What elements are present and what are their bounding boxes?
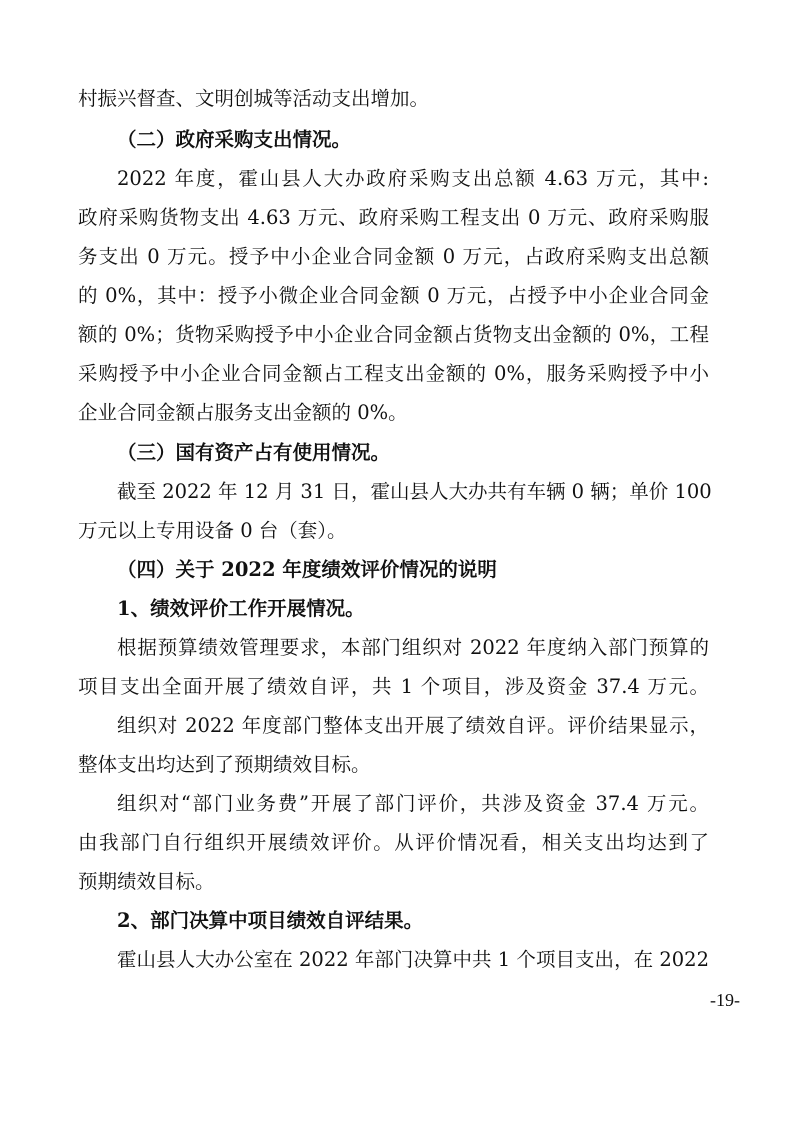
paragraph-line: 企业合同金额占服务支出金额的 0%。 <box>78 401 408 424</box>
paragraph-line: 整体支出均达到了预期绩效目标。 <box>78 753 371 776</box>
paragraph-line: 采购授予中小企业合同金额占工程支出金额的 0%，服务采购授予中小 <box>78 362 709 385</box>
subsection-heading: 2、部门决算中项目绩效自评结果。 <box>117 909 424 932</box>
paragraph-line: 预期绩效目标。 <box>78 870 215 893</box>
paragraph-line: 组织对 2022 年度部门整体支出开展了绩效自评。评价结果显示， <box>117 714 709 737</box>
paragraph-line: 的 0%，其中：授予小微企业合同金额 0 万元，占授予中小企业合同金 <box>78 284 709 307</box>
paragraph-line: 务支出 0 万元。授予中小企业合同金额 0 万元，占政府采购支出总额 <box>78 245 709 268</box>
paragraph-line: 万元以上专用设备 0 台（套）。 <box>78 519 347 542</box>
paragraph-line: 根据预算绩效管理要求，本部门组织对 2022 年度纳入部门预算的 <box>117 636 709 659</box>
paragraph-line: 村振兴督查、文明创城等活动支出增加。 <box>78 87 430 110</box>
subsection-heading: 1、绩效评价工作开展情况。 <box>117 597 365 620</box>
paragraph-line: 额的 0%；货物采购授予中小企业合同金额占货物支出金额的 0%，工程 <box>78 323 709 346</box>
paragraph-line: 霍山县人大办公室在 2022 年部门决算中共 1 个项目支出，在 2022 <box>117 948 709 971</box>
paragraph-line: 由我部门自行组织开展绩效评价。从评价情况看，相关支出均达到了 <box>78 831 709 854</box>
section-heading: （四）关于 2022 年度绩效评价情况的说明 <box>117 558 497 581</box>
page-number: -19- <box>710 990 740 1010</box>
paragraph-line: 截至 2022 年 12 月 31 日，霍山县人大办共有车辆 0 辆；单价 100 <box>117 480 712 503</box>
paragraph-line: 政府采购货物支出 4.63 万元、政府采购工程支出 0 万元、政府采购服 <box>78 206 709 229</box>
paragraph-line: 组织对“部门业务费”开展了部门评价，共涉及资金 37.4 万元。 <box>117 792 709 815</box>
section-heading: （三）国有资产占有使用情况。 <box>117 441 391 464</box>
section-heading: （二）政府采购支出情况。 <box>117 128 352 151</box>
paragraph-line: 项目支出全面开展了绩效自评，共 1 个项目，涉及资金 37.4 万元。 <box>78 675 709 698</box>
paragraph-line: 2022 年度，霍山县人大办政府采购支出总额 4.63 万元，其中: <box>117 167 709 190</box>
